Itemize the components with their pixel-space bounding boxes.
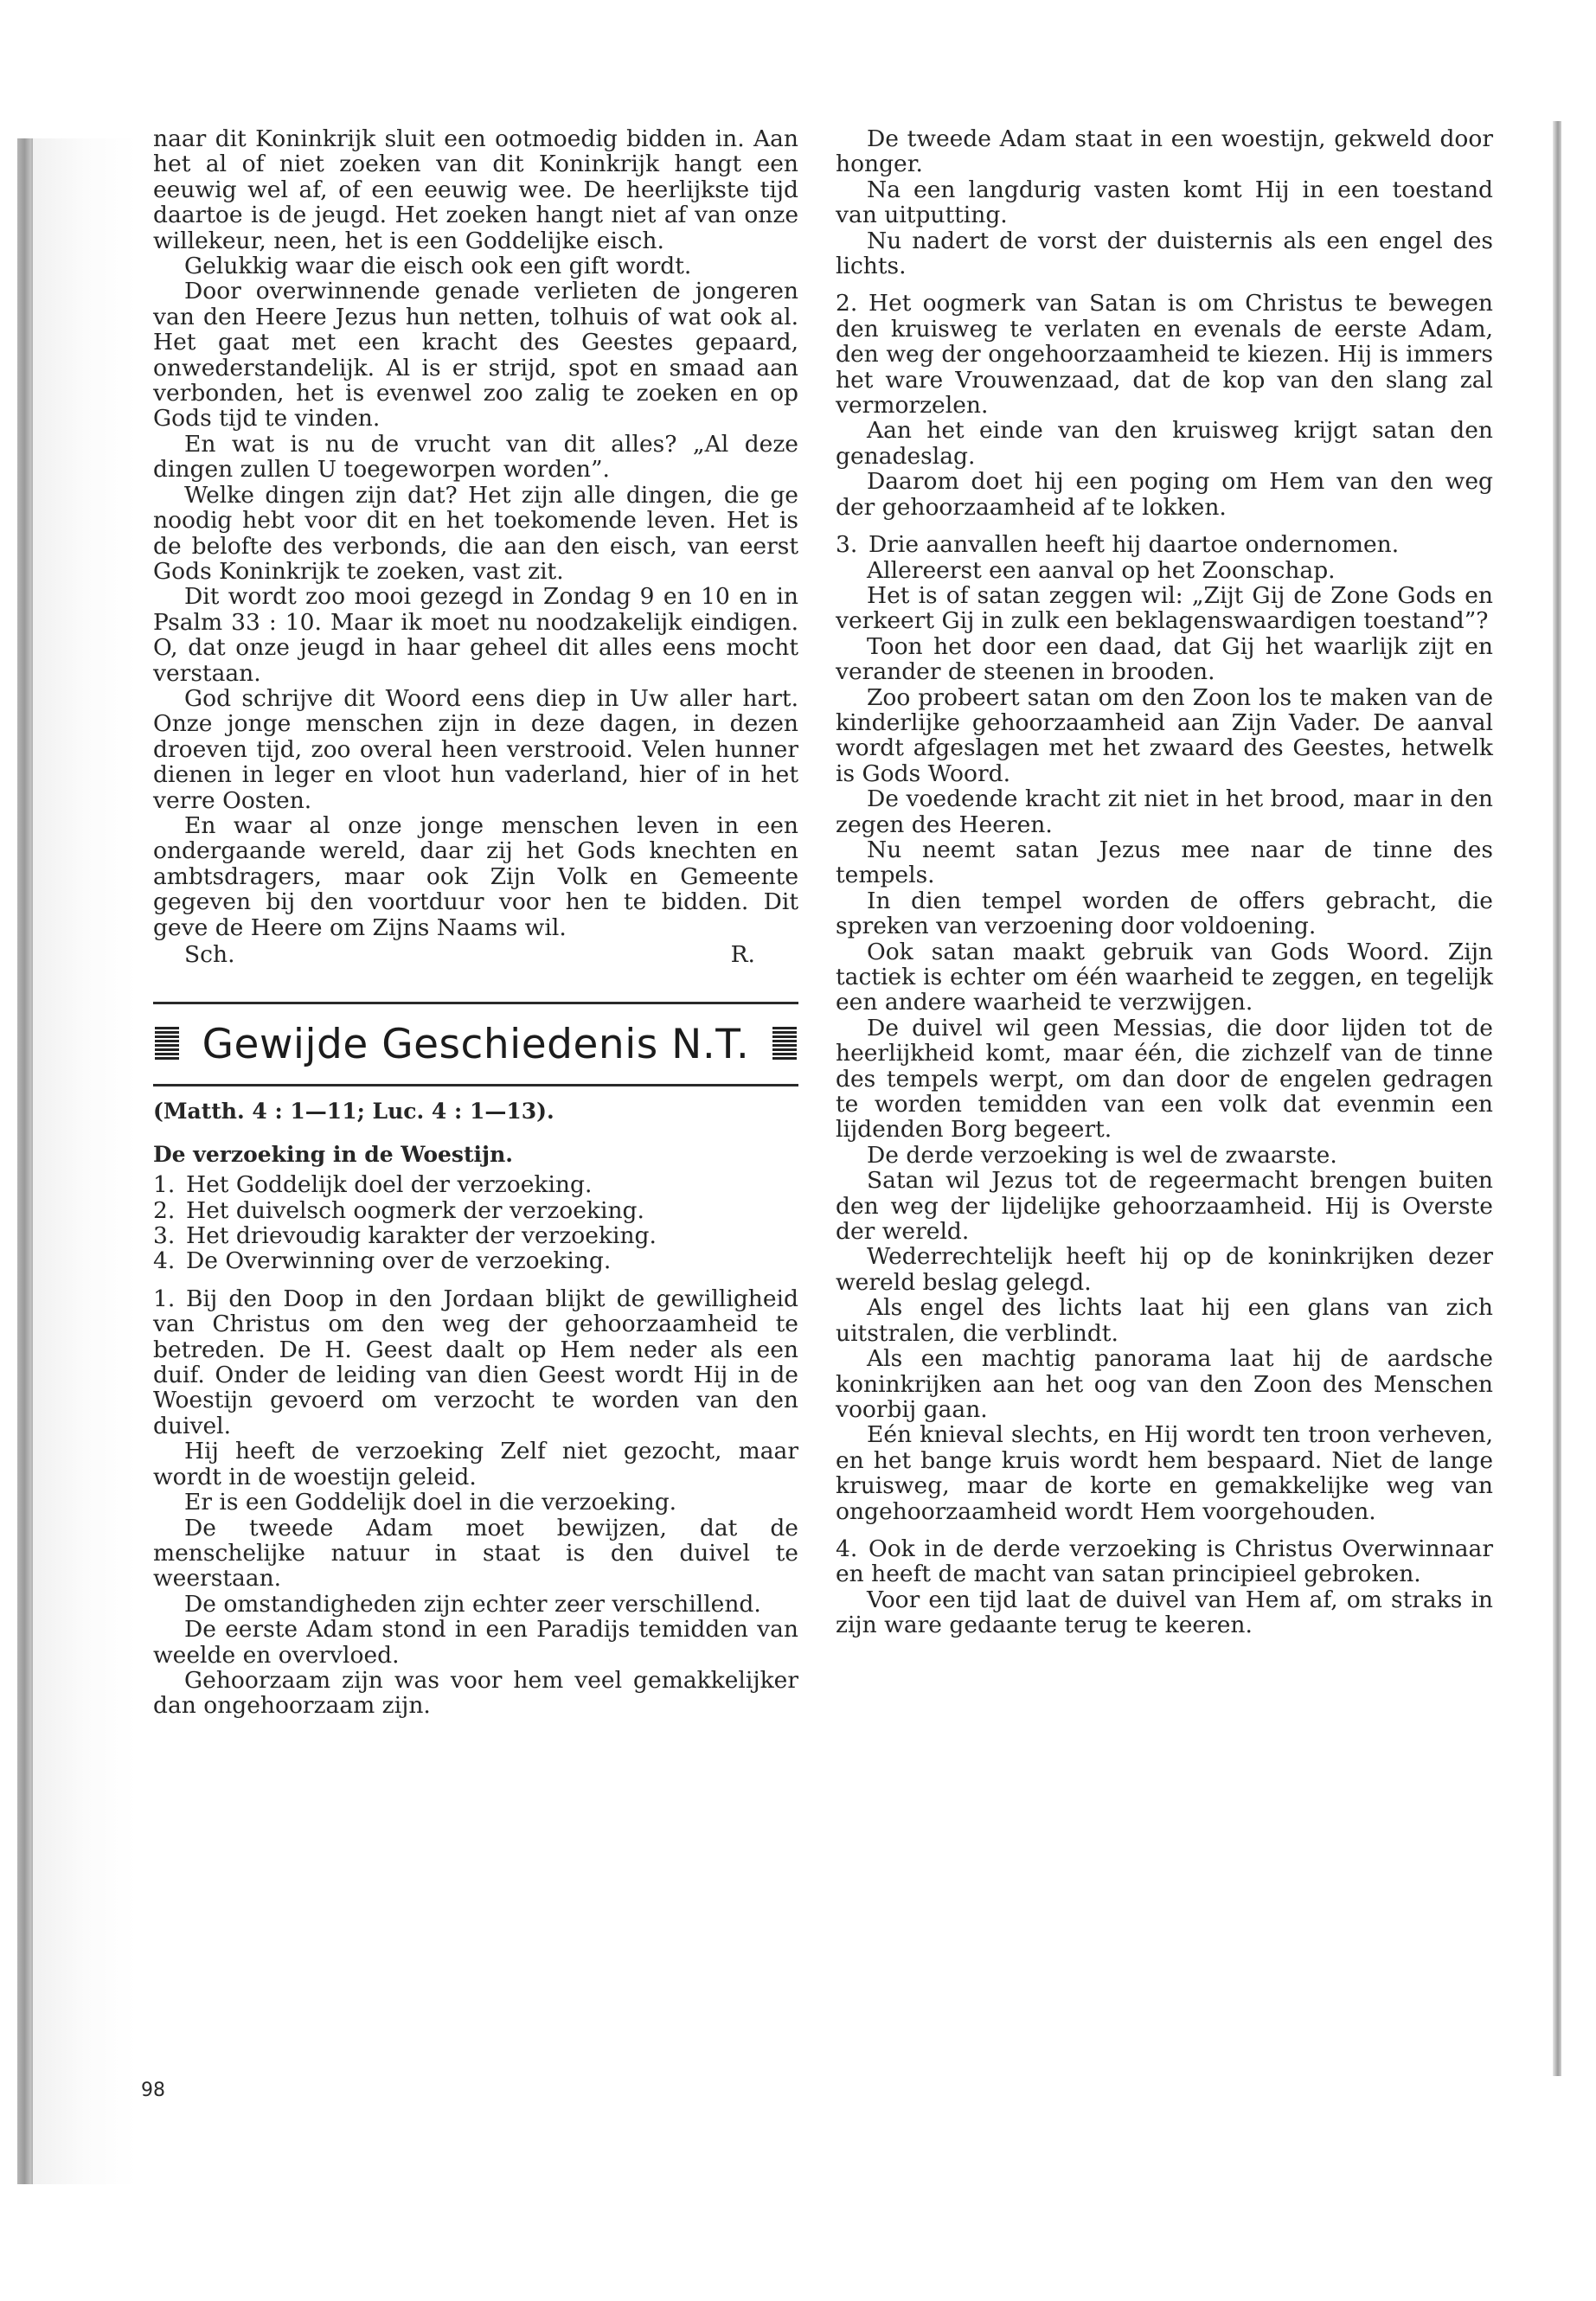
point-number: 1. — [153, 1285, 176, 1312]
paragraph: De tweede Adam staat in een woestijn, gekweld door honger. — [836, 125, 1493, 178]
outline-number: 3. — [153, 1222, 176, 1250]
numbered-paragraph — [836, 1536, 1493, 1587]
paragraph: Satan wil Jezus tot de regeermacht brengen buiten den weg der lijdelijke gehoorzaamheid. Hij is Overste der wereld. — [836, 1167, 1493, 1246]
paragraph: Nu neemt satan Jezus mee naar de tinne des tempels. — [836, 836, 1493, 889]
outline-number: 2. — [153, 1196, 176, 1224]
point-number: 2. — [836, 290, 858, 317]
numbered-paragraph — [836, 532, 1493, 557]
paragraph: Wederrechtelijk heeft hij op de koninkrijken dezer wereld beslag gelegd. — [836, 1243, 1493, 1296]
paragraph: Aan het einde van den kruisweg krijgt satan den genadeslag. — [836, 417, 1493, 470]
outline-item — [153, 1223, 798, 1248]
heading-rule-bottom — [153, 1084, 798, 1086]
paragraph: Na een langdurig vasten komt Hij in een toestand van uitputting. — [836, 176, 1493, 229]
paragraph: En wat is nu de vrucht van dit alles? „Al deze dingen zullen U toegeworpen worden”. — [153, 430, 798, 484]
outline-number: 1. — [153, 1171, 176, 1199]
paragraph: De derde verzoeking is wel de zwaarste. — [867, 1141, 1337, 1169]
paragraph: Toon het door een daad, dat Gij het waarlijk zijt en verander de steenen in brooden. — [836, 632, 1493, 686]
paragraph: Daarom doet hij een poging om Hem van den weg der gehoorzaamheid af te lokken. — [836, 468, 1493, 521]
paragraph: Door overwinnende genade verlieten de jongeren van den Heere Jezus hun netten, tolhuis of wat ook al. Het gaat met een kracht des Geestes gepaard, onwederstandelijk. Al is er strijd, spot en smaad aan verbonden, het is evenwel zoo zalig te zoeken en op Gods tijd te vinden. — [153, 278, 798, 433]
numbered-paragraph — [836, 291, 1493, 418]
paragraph: Er is een Goddelijk doel in die verzoeking. — [184, 1489, 677, 1516]
section-title: Gewijde Geschiedenis N.T. — [202, 1020, 750, 1068]
paragraph: De voedende kracht zit niet in het brood, maar in den zegen des Heeren. — [836, 785, 1493, 838]
paragraph: Gehoorzaam zijn was voor hem veel gemakkelijker dan ongehoorzaam zijn. — [153, 1666, 798, 1720]
heading-row — [153, 1004, 798, 1084]
paragraph: Als engel des lichts laat hij een glans van zich uitstralen, die verblindt. — [836, 1294, 1493, 1347]
outline-list — [153, 1172, 798, 1274]
right-column — [836, 126, 1493, 1638]
outline-item — [153, 1172, 798, 1197]
paragraph: Voor een tijd laat de duivel van Hem af, om straks in zijn ware gedaante terug te keeren. — [836, 1586, 1493, 1639]
point-number: 3. — [836, 531, 858, 559]
paragraph: Zoo probeert satan om den Zoon los te maken van de kinderlijke gehoorzaamheid aan Zijn Vader. De aanval wordt afgeslagen met het zwaard des Geestes, hetwelk is Gods Woord. — [836, 683, 1493, 787]
paragraph: De duivel wil geen Messias, die door lijden tot de heerlijkheid komt, maar één, die zichzelf van de tinne des tempels werpt, om dan door de engelen gedragen te worden temidden van een volk dat evenmin een lijdenden Borg begeert. — [836, 1014, 1493, 1144]
hatched-bar-icon — [155, 1027, 179, 1061]
outline-text: De Overwinning over de verzoeking. — [186, 1247, 612, 1275]
paragraph: naar dit Koninkrijk sluit een ootmoedig bidden in. Aan het al of niet zoeken van dit Koninkrijk hangt een eeuwig wel af, of een eeuwig wee. De heerlijkste tijd daartoe is de jeugd. Het zoeken hangt niet af van onze willekeur, neen, het is een Goddelijke eisch. — [153, 125, 798, 254]
point-text: Drie aanvallen heeft hij daartoe ondernomen. — [869, 531, 1400, 559]
page-number: 98 — [141, 2080, 165, 2101]
signature-initial: R. — [730, 941, 755, 968]
outline-text: Het drievoudig karakter der verzoeking. — [186, 1222, 657, 1250]
signature — [153, 942, 798, 967]
point-text: Ook in de derde verzoeking is Christus Overwinnaar en heeft de macht van satan principieel gebroken. — [836, 1535, 1493, 1588]
paragraph: Allereerst een aanval op het Zoonschap. — [867, 556, 1336, 584]
point-text: Het oogmerk van Satan is om Christus te bewegen den kruisweg te verlaten en evenals de eerste Adam, den weg der ongehoorzaamheid te kiezen. Hij is immers het ware Vrouwenzaad, dat de kop van den slang zal vermorzelen. — [836, 290, 1493, 420]
paragraph: Nu nadert de vorst der duisternis als een engel des lichts. — [836, 227, 1493, 280]
paragraph: Ook satan maakt gebruik van Gods Woord. Zijn tactiek is echter om één waarheid te zeggen, en tegelijk een andere waarheid te verzwijgen. — [836, 938, 1493, 1016]
scripture-reference: (Matth. 4 : 1—11; Luc. 4 : 1—13). — [153, 1099, 554, 1125]
paragraph: Als een machtig panorama laat hij de aardsche koninkrijken aan het oog van den Zoon des Menschen voorbij gaan. — [836, 1345, 1493, 1423]
point-number: 4. — [836, 1535, 858, 1562]
numbered-paragraph — [153, 1286, 798, 1439]
paragraph: In dien tempel worden de offers gebracht, die spreken van verzoening door voldoening. — [836, 887, 1493, 940]
paragraph: Het is of satan zeggen wil: „Zijt Gij de Zone Gods en verkeert Gij in zulk een beklagenswaardigen toestand”? — [836, 581, 1493, 635]
hatched-bar-icon — [772, 1027, 797, 1061]
page-edge-right — [1553, 121, 1561, 2076]
paragraph: De eerste Adam stond in een Paradijs temidden van weelde en overvloed. — [153, 1616, 798, 1669]
paragraph: De tweede Adam moet bewijzen, dat de menschelijke natuur in staat is den duivel te weerstaan. — [153, 1514, 798, 1593]
paragraph: Gelukkig waar die eisch ook een gift wordt. — [184, 253, 692, 280]
section-heading — [153, 1002, 798, 1086]
paragraph: Welke dingen zijn dat? Het zijn alle dingen, die ge noodig hebt voor dit en het toekomende leven. Het is de belofte des verbonds, die aan den eisch, van eerst Gods Koninkrijk te zoeken, vast zit. — [153, 481, 798, 585]
paragraph: Eén knieval slechts, en Hij wordt ten troon verheven, en het bange kruis wordt hem bespaard. Niet de lange kruisweg, maar de korte en gemakkelijke weg van ongehoorzaamheid wordt Hem voorgehouden. — [836, 1421, 1493, 1525]
outline-text: Het duivelsch oogmerk der verzoeking. — [186, 1196, 644, 1224]
point-text: Bij den Doop in den Jordaan blijkt de gewilligheid van Christus om den weg der gehoorzaamheid te betreden. De H. Geest daalt op Hem neder als een duif. Onder de leiding van dien Geest wordt Hij in de Woestijn gevoerd om verzocht te worden van den duivel. — [153, 1285, 798, 1439]
outline-number: 4. — [153, 1247, 176, 1275]
paragraph: En waar al onze jonge menschen leven in een ondergaande wereld, daar zij het Gods knechten en ambtsdragers, maar ook Zijn Volk en Gemeente gegeven bij den voortduur voor hen te bidden. Dit geve de Heere om Zijns Naams wil. — [153, 811, 798, 941]
signature-place: Sch. — [184, 941, 235, 968]
paragraph: Hij heeft de verzoeking Zelf niet gezocht, maar wordt in de woestijn geleid. — [153, 1438, 798, 1490]
outline-item — [153, 1248, 798, 1273]
paragraph: Dit wordt zoo mooi gezegd in Zondag 9 en 10 en in Psalm 33 : 10. Maar ik moet nu noodzakelijk eindigen. O, dat onze jeugd in haar geheel dit alles eens mocht verstaan. — [153, 583, 798, 687]
outline-item — [153, 1198, 798, 1223]
paragraph: De omstandigheden zijn echter zeer verschillend. — [184, 1590, 761, 1618]
section-subtitle: De verzoeking in de Woestijn. — [153, 1141, 513, 1167]
left-column — [153, 126, 798, 1719]
paragraph: God schrijve dit Woord eens diep in Uw aller hart. Onze jonge menschen zijn in deze dagen, in dezen droeven tijd, zoo overal heen verstrooid. Velen hunner dienen in leger en vloot hun vaderland, hier of in het verre Oosten. — [153, 684, 798, 814]
outline-text: Het Goddelijk doel der verzoeking. — [186, 1171, 593, 1199]
